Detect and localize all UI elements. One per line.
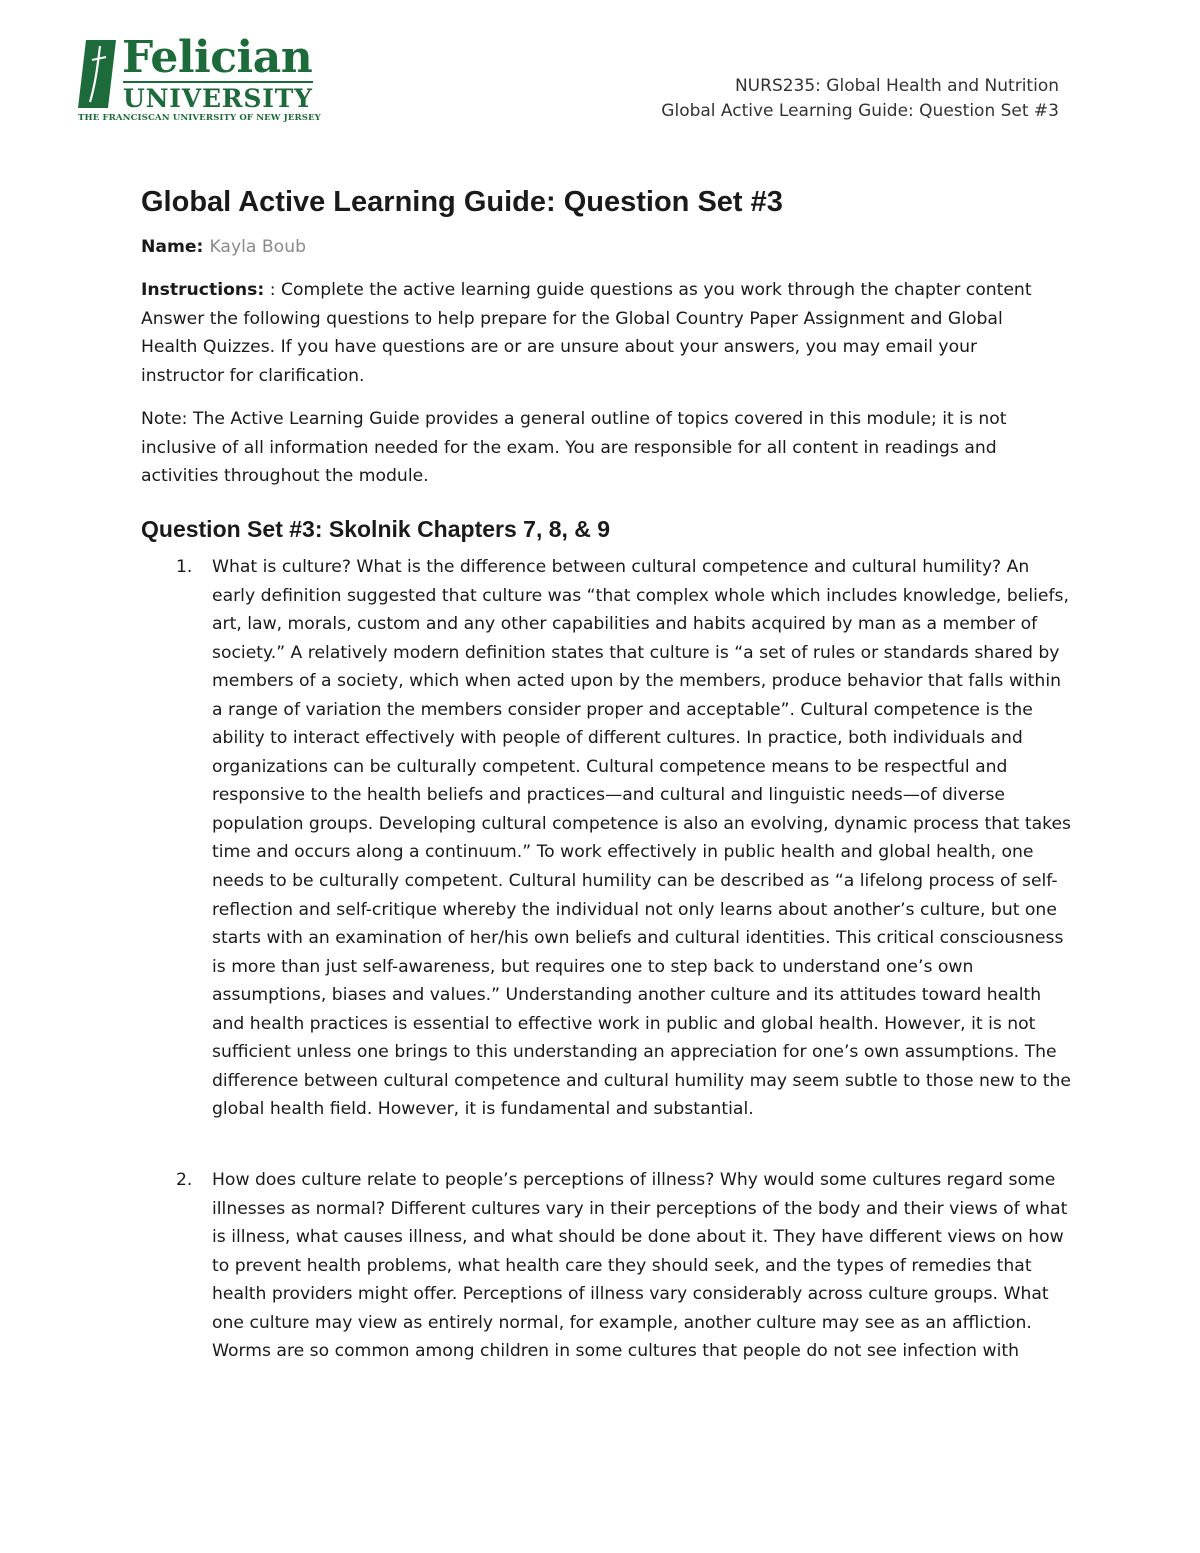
felician-cross-icon xyxy=(78,38,118,110)
question-item xyxy=(141,1166,1071,1366)
logo-university: UNIVERSITY xyxy=(123,81,313,114)
name-label: Name: xyxy=(141,237,204,257)
logo-tagline: THE FRANCISCAN UNIVERSITY OF NEW JERSEY xyxy=(78,113,321,123)
page-title: Global Active Learning Guide: Question Set #3 xyxy=(141,186,783,218)
note-paragraph: Note: The Active Learning Guide provides a general outline of topics covered in this module; it is not inclusive of all information needed for the exam. You are responsible for all content in readings and activities throughout the module. xyxy=(141,409,1007,487)
page-header xyxy=(661,74,1059,124)
instructions-text: : Complete the active learning guide questions as you work through the chapter content Answer the following questions to help prepare for the Global Country Paper Assignment and Global Health Quizzes. If you have questions are or are unsure about your answers, you may email your instructor for clarification. xyxy=(141,280,1032,386)
instructions-label: Instructions: xyxy=(141,280,265,300)
section-heading: Question Set #3: Skolnik Chapters 7, 8, & 9 xyxy=(141,516,611,542)
header-course: NURS235: Global Health and Nutrition xyxy=(734,76,1059,96)
question-number: 2. xyxy=(176,1170,193,1190)
question-number: 1. xyxy=(176,557,193,577)
header-guide: Global Active Learning Guide: Question Set #3 xyxy=(661,101,1059,121)
instructions-paragraph xyxy=(141,276,1061,390)
question-item xyxy=(141,553,1071,1124)
question-text: How does culture relate to people’s perceptions of illness? Why would some cultures regard some illnesses as normal? Different cultures vary in their perceptions of the body and their views of what is illness, what causes illness, and what should be done about it. They have different views on how to prevent health problems, what health care they should seek, and the types of remedies that health providers might offer. Perceptions of illness vary considerably across culture groups. What one culture may view as entirely normal, for example, another culture may see as an affliction. Worms are so common among children in some cultures that people do not see infection with xyxy=(212,1170,1068,1362)
question-text: What is culture? What is the difference between cultural competence and cultural humility? An early definition suggested that culture was “that complex whole which includes knowledge, beliefs, art, law, morals, custom and any other capabilities and habits acquired by man as a member of society.” A relatively modern definition states that culture is “a set of rules or standards shared by members of a society, which when acted upon by the members, produce behavior that falls within a range of variation the members consider proper and acceptable”. Cultural competence is the ability to interact effectively with people of different cultures. In practice, both individuals and organizations can be culturally competent. Cultural competence means to be respectful and responsive to the health beliefs and practices—and cultural and linguistic needs—of diverse population groups. Developing cultural competence is also an evolving, dynamic process that takes time and occurs along a continuum.” To work effectively in public health and global health, one needs to be culturally competent. Cultural humility can be described as “a lifelong process of self-reflection and self-critique whereby the individual not only learns about another’s culture, but one starts with an examination of her/his own beliefs and cultural identities. This critical consciousness is more than just self-awareness, but requires one to step back to understand one’s own assumptions, biases and values.” Understanding another culture and its attitudes toward health and health practices is essential to effective work in public and global health. However, it is not sufficient unless one brings to this understanding an appreciation for one’s own assumptions. The difference between cultural competence and cultural humility may seem subtle to those new to the global health field. However, it is fundamental and substantial. xyxy=(212,557,1071,1120)
logo-name: Felician xyxy=(122,32,313,83)
university-logo xyxy=(78,32,328,128)
name-field[interactable]: Kayla Boub xyxy=(209,237,306,257)
name-row xyxy=(141,233,1061,262)
